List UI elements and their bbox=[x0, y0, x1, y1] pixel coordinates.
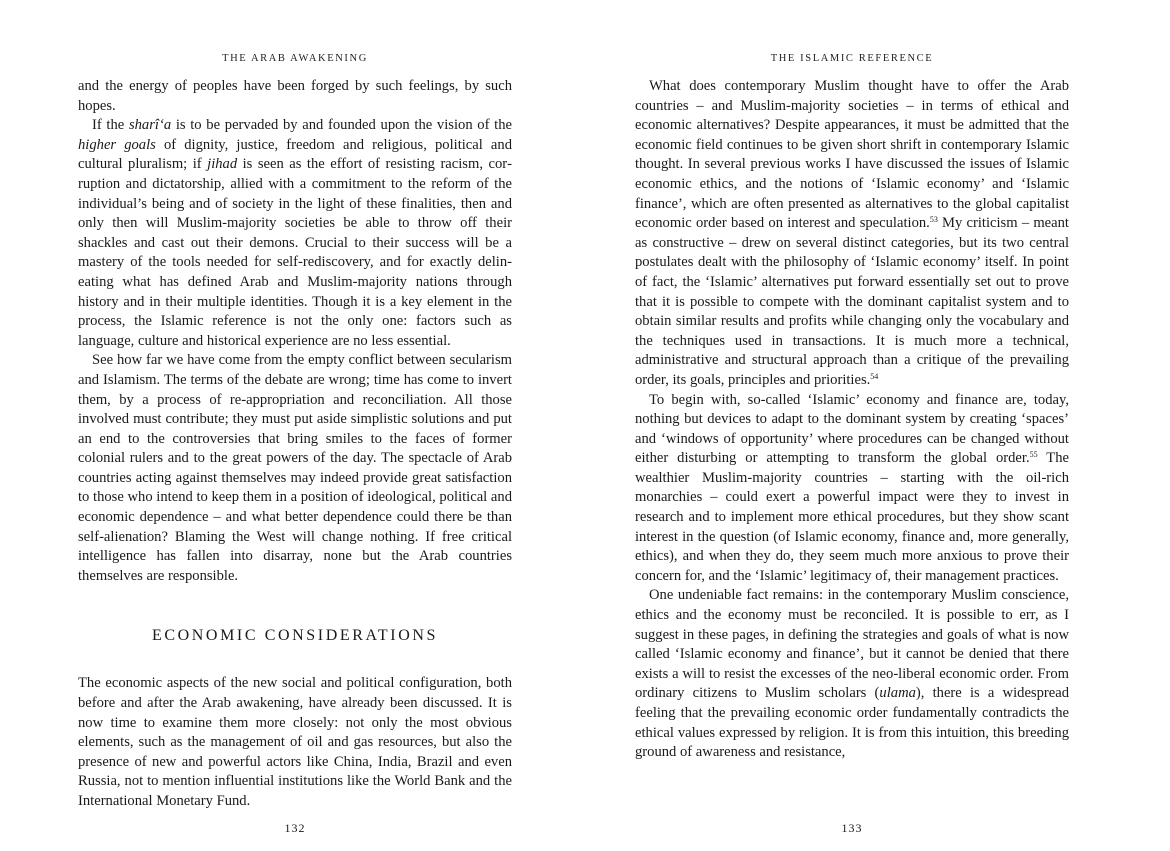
italic-term: jihad bbox=[207, 156, 238, 173]
text-run: My criticism – meant as constructive – drew on several distinct categories, but its two central postulates dealt with the philosophy of ‘Islamic economy’ itself. In point of fact, the ‘Islamic’ alternatives put forward essentially set out to prove that it is possible to compete with the dominant capitalist system and to obtain similar results and profits while changing only the vocabulary and the techniques used in transactions. It is much more a technical, administrative and structural approach than a critique of the prevailing order, its goals, principles and priorities. bbox=[635, 215, 1069, 388]
running-head: THE ISLAMIC REFERENCE bbox=[770, 53, 934, 64]
text-run: The wealthier Muslim-majority countries – starting with the oil-rich monarchies – could exert a powerful impact were they to invest in research and to implement more ethical procedures, but they show scant interest in the question (of Islamic economy, finance and, more generally, ethics), and when they do, they seem much more anxious to prove their concern for, and the ‘Islamic’ legitimacy of, their management practices. bbox=[635, 450, 1070, 584]
footnote-ref: 54 bbox=[870, 371, 879, 381]
text-run: ), there is a widespread feeling that the prevailing economic order fundamentally contradicts the ethical values expressed by religion. It is from this intuition, this breeding ground of awareness and resistance, bbox=[635, 685, 1070, 761]
footnote-ref: 53 bbox=[929, 215, 938, 225]
text-run: of dignity, justice, freedom and religious, political and cultural pluralism; if bbox=[78, 136, 512, 173]
text-run: What does contemporary Muslim thought have to offer the Arab countries – and Muslim-majority societies – in terms of ethical and economic alternatives? Despite appearances, it must be admitted that the economic field continues to be given short shrift in contemporary Islamic thought. In several previous works I have discussed the issues of Islamic economic ethics, and the notions of ‘Islamic economy’ and ‘Islamic finance’, which are often presented as alternatives to the global capitalist economic order based on interest and speculation. bbox=[635, 78, 1069, 232]
left-page bbox=[78, 0, 512, 851]
page-body bbox=[78, 77, 512, 812]
paragraph bbox=[635, 77, 1069, 391]
text-run: One undeniable fact remains: in the contemporary Muslim conscience, ethics and the economy must be reconciled. It is possible to err, as I suggest in these pages, in defining the strategies and goals of what is now called ‘Islamic economy and finance’, but it cannot be denied that there exists a will to resist the excesses of the neo-liberal economic order. From ordinary citizens to Muslim scholars ( bbox=[635, 587, 1069, 702]
page-number: 133 bbox=[841, 821, 863, 835]
section-heading: ECONOMIC CONSIDERATIONS bbox=[151, 627, 439, 645]
text-run: If the bbox=[92, 117, 129, 134]
paragraph bbox=[78, 116, 512, 351]
paragraph bbox=[635, 586, 1069, 762]
paragraph: The economic aspects of the new social and political configuration, both before and after the Arab awakening, have already been discussed. It is now time to examine them more closely: not only the most obvious elements, such as the management of oil and gas resources, but also the presence of new and powerful actors like China, India, Brazil and even Russia, not to mention influential institutions like the World Bank and the International Monetary Fund. bbox=[78, 675, 512, 809]
paragraph: and the energy of peoples have been forged by such feelings, by such hopes. bbox=[78, 78, 512, 114]
running-head: THE ARAB AWAKENING bbox=[222, 53, 368, 64]
italic-term: higher goals bbox=[78, 136, 156, 153]
italic-term: ulama bbox=[879, 685, 916, 702]
footnote-ref: 55 bbox=[1029, 450, 1038, 460]
text-run: is seen as the effort of resisting racism, corruption and dictatorship, allied with a commitment to the reform of the individual’s being and of society in the light of these finalities, then and only then will Muslim-majority societies be able to throw off their shackles and cast out their demons. Crucial to their success will be a mastery of the tools needed for self-rediscovery, and for exactly delineating what has defined Arab and Muslim-majority nations through history and in their multiple identities. Though it is a key element in the process, the Islamic reference is not the only one: factors such as language, culture and historical experience are no less essential. bbox=[78, 156, 512, 349]
text-run: To begin with, so-called ‘Islamic’ economy and finance are, today, nothing but devices to adapt to the dominant system by creating ‘spaces’ and ‘windows of opportunity’ where procedures can be changed without either disturbing or attempting to transform the global order. bbox=[635, 391, 1069, 467]
page-body bbox=[635, 77, 1069, 763]
italic-term: sharî‘a bbox=[128, 117, 172, 134]
text-run: is to be pervaded by and founded upon the vision of the bbox=[171, 117, 512, 134]
right-page bbox=[635, 0, 1069, 851]
paragraph bbox=[635, 391, 1069, 587]
page-number: 132 bbox=[284, 821, 306, 835]
paragraph: See how far we have come from the empty conflict between secularism and Islamism. The terms of the debate are wrong; time has come to invert them, by a process of re-appropriation and reconciliation. All those involved must contribute; they must put aside simplistic solutions and put an end to the controversies that bring smiles to the faces of former colonial rulers and to the great powers of the day. The spectacle of Arab countries acting against themselves may indeed provide great satisfaction to those who intend to keep them in a position of ideological, political and economic dependence – and what better dependence could there be than self-alienation? Blaming the West will change nothing. If free critical intelligence has fallen into disarray, none but the Arab countries themselves are responsible. bbox=[78, 352, 512, 584]
